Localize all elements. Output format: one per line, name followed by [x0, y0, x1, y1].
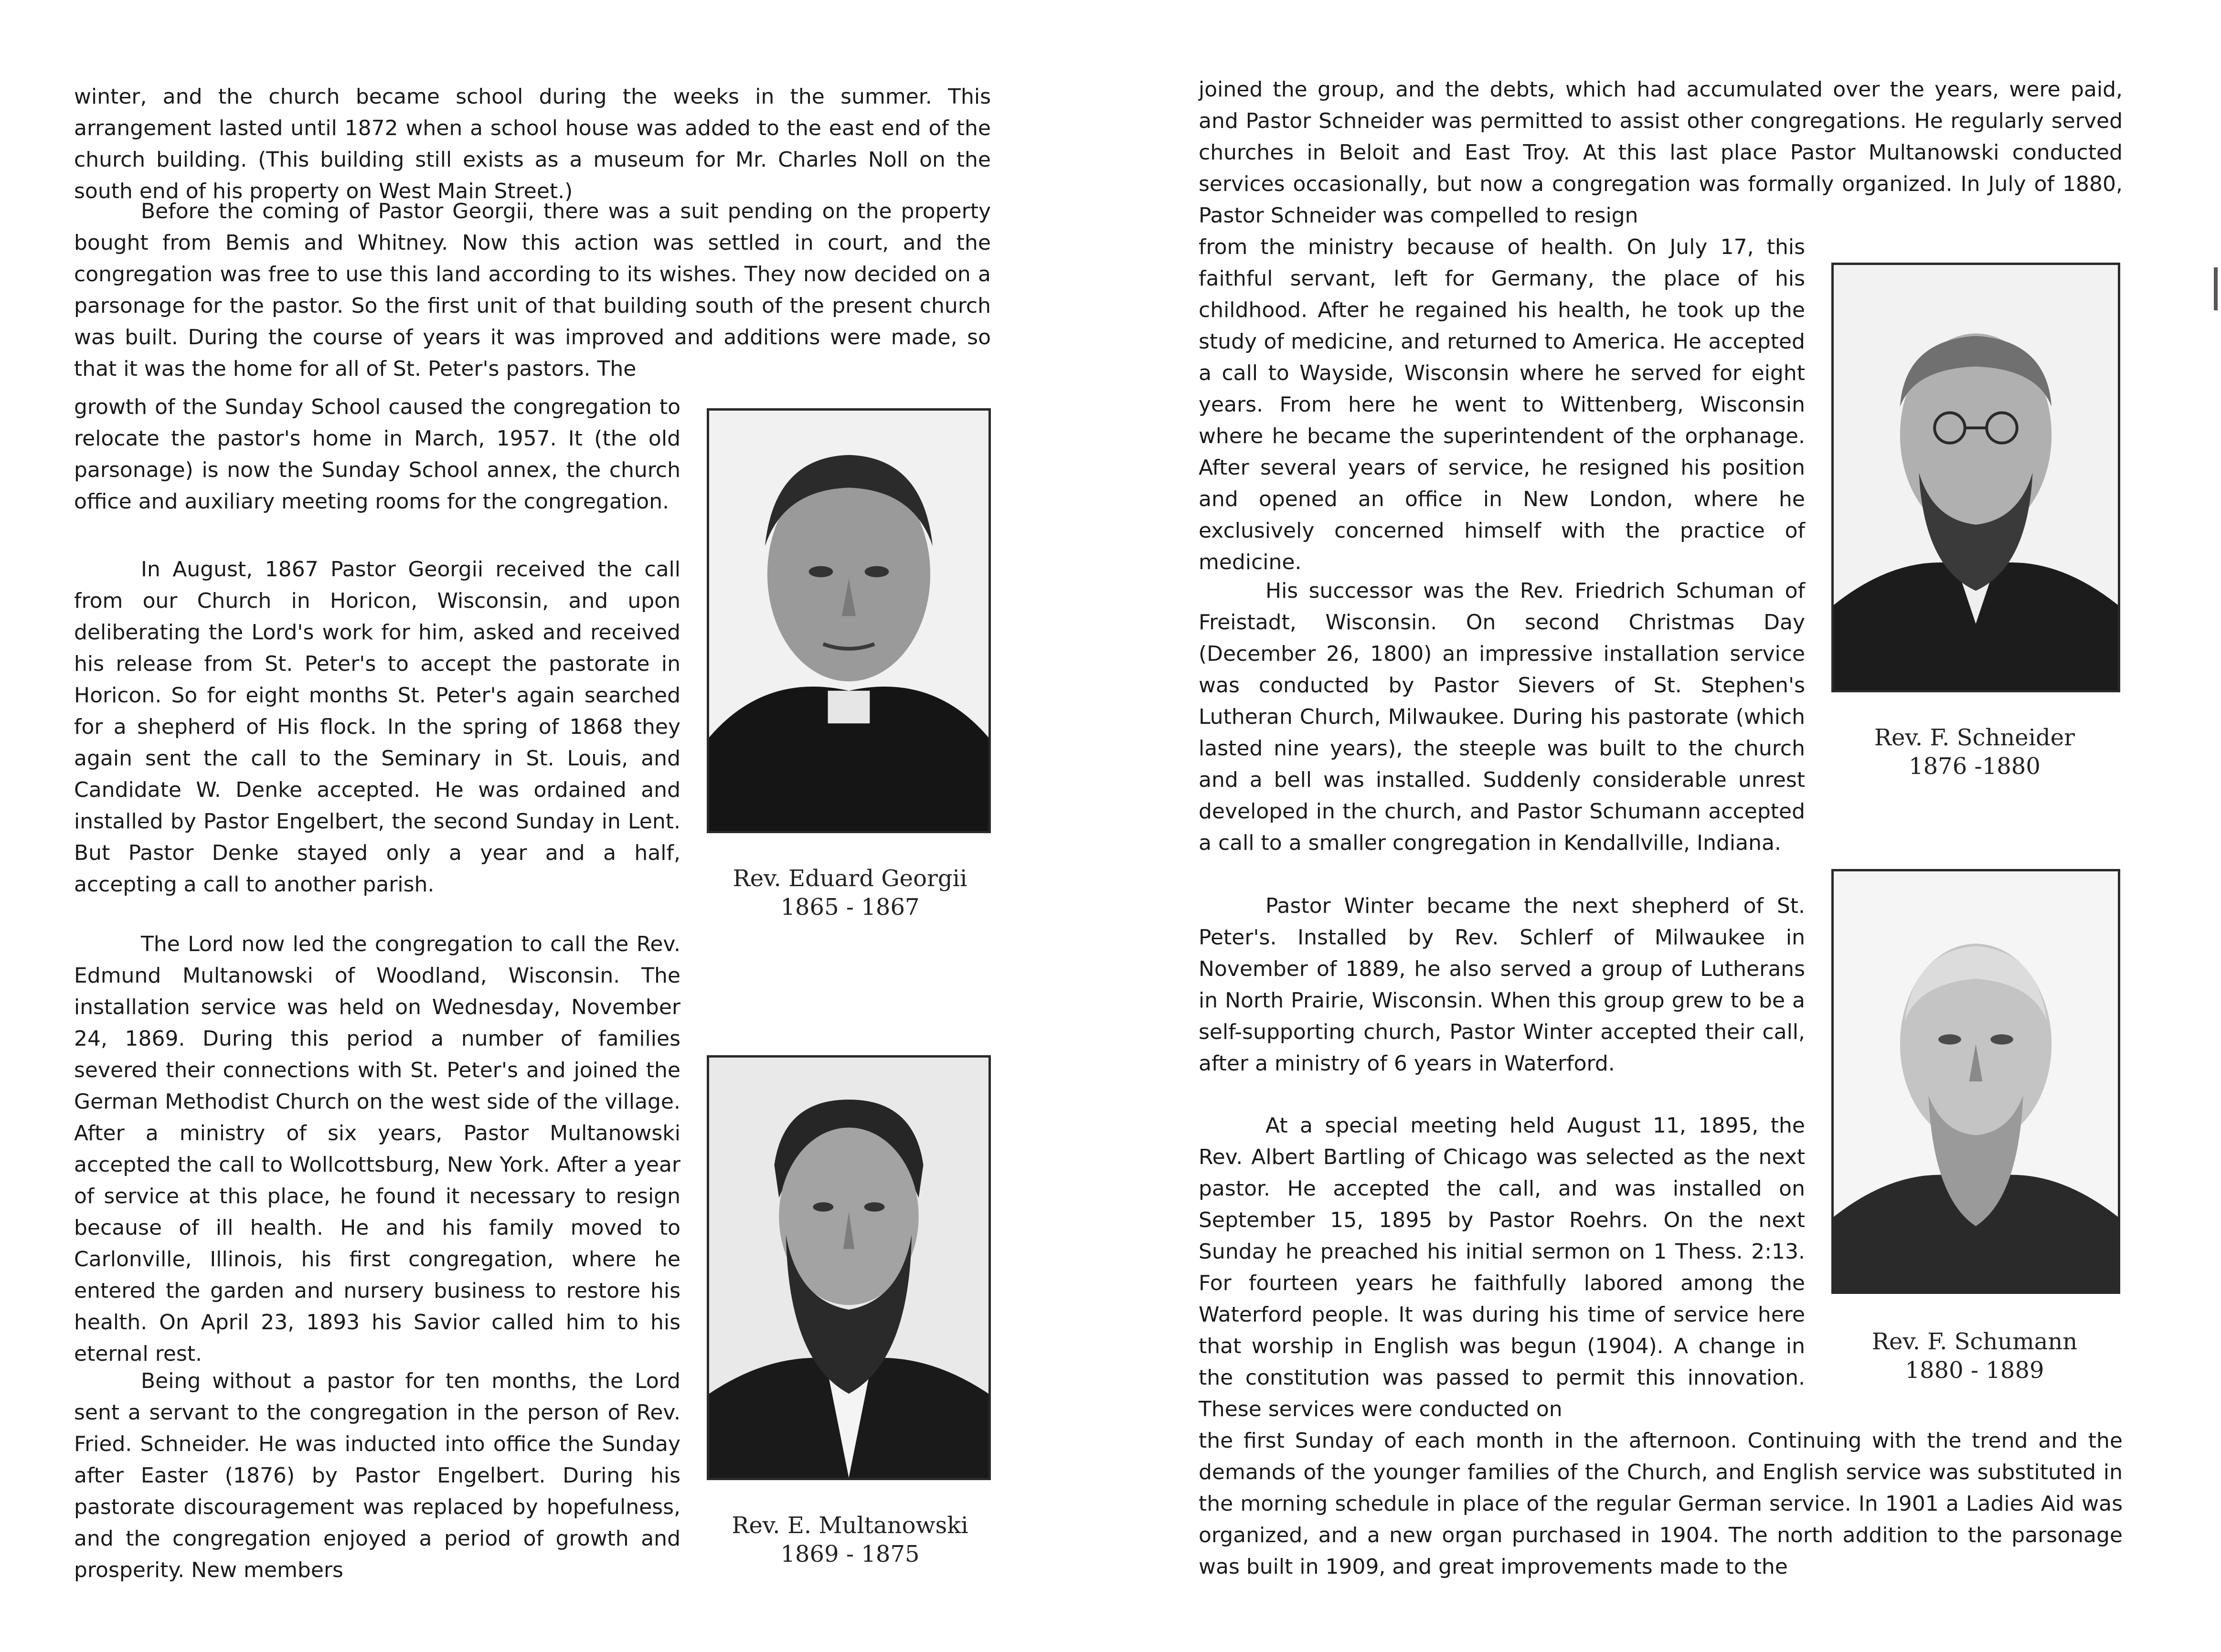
paragraph-schneider-arrival: Being without a pastor for ten months, the Lord sent a servant to the congregation in the person of Rev. Fried. Schneider. He was inducted into office the Sunday after Easter (1876) by Pastor Engelbert. During his pastorate discouragement was replaced by hopefulness, and the congregation enjoyed a period of growth and prosperity. New members: [74, 1369, 680, 1582]
paragraph-bartling: At a special meeting held August 11, 1895, the Rev. Albert Bartling of Chicago was selected as the next pastor. He accepted the call, and was installed on September 15, 1895 by Pastor Roehrs. On the next Sunday he preached his initial sermon on 1 Thess. 2:13. For fourteen years he faithfully labored among the Waterford people. It was during his time of service here that worship in English was begun (1904). A change in the constitution was passed to permit this innovation. These services were conducted on: [1199, 1113, 1805, 1421]
caption-multanowski-years: 1869 - 1875: [780, 1541, 920, 1567]
paragraph-schneider-later-life: from the ministry because of health. On July 17, this faithful servant, left for Germany, the place of his childhood. After he regained his health, he took up the study of medicine, and returned to America. He accepted a call to Wayside, Wisconsin where he served for eight years. From here he went to Wittenberg, Wisconsin where he became the superintendent of the orphanage. After several years of service, he resigned his position and opened an office in New London, where he exclusively concerned himself with the practice of medicine.: [1199, 235, 1805, 574]
paragraph-winter-schoolhouse: winter, and the church became school during the weeks in the summer. This arrangement lasted until 1872 when a school house was added to the east end of the church building. (This building still exists as a museum for Mr. Charles Noll on the south end of his property on West Main Street.): [74, 85, 991, 203]
photo-f-schneider: [1831, 263, 2120, 692]
caption-schneider-name: Rev. F. Schneider: [1874, 724, 2075, 751]
paragraph-debts-paid: joined the group, and the debts, which had accumulated over the years, were paid, and Pastor Schneider was permitted to assist other congregations. He regularly served churches in Beloit and East Troy. At this last place Pastor Multanowski conducted services occasionally, but now a congregation was formally organized. In July of 1880, Pastor Schneider was compelled to resign: [1199, 77, 2123, 228]
photo-eduard-georgii: [707, 408, 991, 833]
paragraph-pastor-winter: Pastor Winter became the next shepherd of St. Peter's. Installed by Rev. Schlerf of Milwaukee in November of 1889, he also served a group of Lutherans in North Prairie, Wisconsin. When this group grew to be a self-supporting church, Pastor Winter accepted their call, after a ministry of 6 years in Waterford.: [1199, 894, 1805, 1076]
paragraph-sunday-school-growth: growth of the Sunday School caused the congregation to relocate the pastor's home in March, 1957. It (the old parsonage) is now the Sunday School annex, the church office and auxiliary meeting rooms for the congregation.: [74, 395, 680, 514]
caption-georgii: [688, 864, 1012, 921]
photo-e-multanowski: [707, 1055, 991, 1480]
paragraph-schuman-successor: His successor was the Rev. Friedrich Schuman of Freistadt, Wisconsin. On second Christmas Day (December 26, 1800) an impressive installation service was conducted by Pastor Sievers of St. Stephen's Lutheran Church, Milwaukee. During his pastorate (which lasted nine years), the steeple was built to the church and a bell was installed. Suddenly considerable unrest developed in the church, and Pastor Schumann accepted a call to a smaller congregation in Kendallville, Indiana.: [1199, 579, 1805, 855]
page-edge-mark: [2214, 267, 2218, 310]
caption-schneider: [1812, 723, 2137, 781]
caption-multanowski: [688, 1511, 1012, 1568]
photo-f-schumann: [1831, 869, 2120, 1294]
paragraph-georgii-horicon: In August, 1867 Pastor Georgii received the call from our Church in Horicon, Wisconsin, and upon deliberating the Lord's work for him, asked and received his release from St. Peter's to accept the pastorate in Horicon. So for eight months St. Peter's again searched for a shepherd of His flock. In the spring of 1868 they again sent the call to the Seminary in St. Louis, and Candidate W. Denke accepted. He was ordained and installed by Pastor Engelbert, the second Sunday in Lent. But Pastor Denke stayed only a year and a half, accepting a call to another parish.: [74, 557, 680, 897]
caption-multanowski-name: Rev. E. Multanowski: [732, 1512, 968, 1539]
left-page: [0, 0, 1110, 1652]
caption-georgii-name: Rev. Eduard Georgii: [733, 865, 967, 892]
paragraph-multanowski: The Lord now led the congregation to call the Rev. Edmund Multanowski of Woodland, Wisconsin. The installation service was held on Wednesday, November 24, 1869. During this period a number of families severed their connections with St. Peter's and joined the German Methodist Church on the west side of the village. After a ministry of six years, Pastor Multanowski accepted the call to Wollcottsburg, New York. After a year of service at this place, he found it necessary to resign because of ill health. He and his family moved to Carlonville, Illinois, his first congregation, where he entered the garden and nursery business to restore his health. On April 23, 1893 his Savior called him to his eternal rest.: [74, 932, 680, 1366]
paragraph-english-service: the first Sunday of each month in the afternoon. Continuing with the trend and the demands of the younger families of the Church, and English service was substituted in the morning schedule in place of the regular German service. In 1901 a Ladies Aid was organized, and a new organ purchased in 1904. The north addition to the parsonage was built in 1909, and great improvements made to the: [1199, 1429, 2123, 1579]
caption-schumann-years: 1880 - 1889: [1905, 1357, 2044, 1384]
caption-schumann-name: Rev. F. Schumann: [1871, 1328, 2078, 1355]
paragraph-parsonage-suit: Before the coming of Pastor Georgii, there was a suit pending on the property bought from Bemis and Whitney. Now this action was settled in court, and the congregation was free to use this land according to its wishes. They now decided on a parsonage for the pastor. So the first unit of that building south of the present church was built. During the course of years it was improved and additions were made, so that it was the home for all of St. Peter's pastors. The: [74, 199, 991, 381]
caption-schneider-years: 1876 -1880: [1909, 753, 2040, 780]
right-page: [1110, 0, 2221, 1652]
caption-georgii-years: 1865 - 1867: [780, 894, 920, 921]
caption-schumann: [1812, 1327, 2137, 1385]
